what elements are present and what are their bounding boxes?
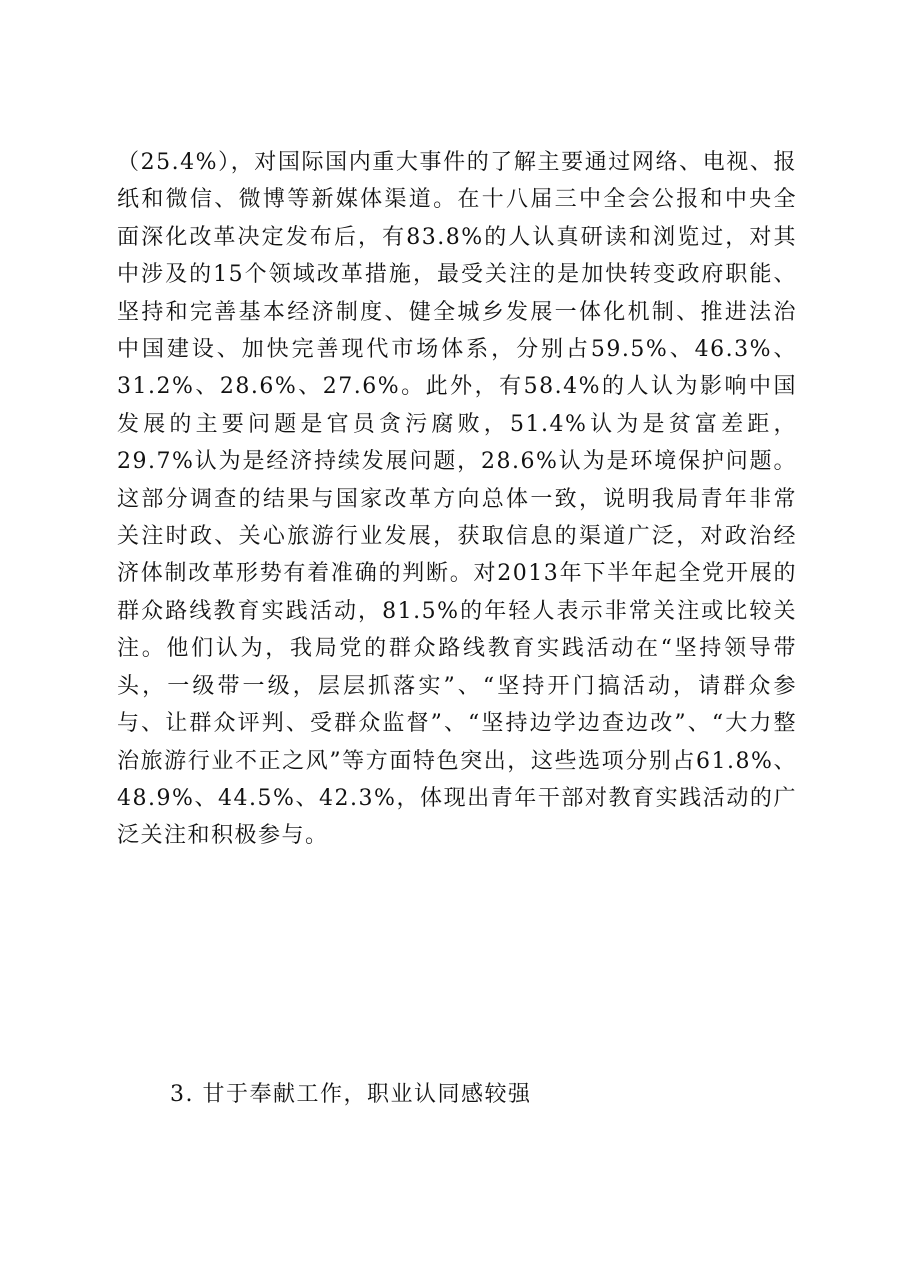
section-heading: 3. 甘于奉献工作，职业认同感较强 [170, 1082, 532, 1107]
body-paragraph: （25.4%），对国际国内重大事件的了解主要通过网络、电视、报纸和微信、微博等新媒体渠道。在十八届三中全会公报和中央全面深化改革决定发布后，有83.8%的人认真研读和浏览过，对其中涉及的15个领域改革措施，最受关注的是加快转变政府职能、坚持和完善基本经济制度、健全城乡发展一体化机制、推进法治中国建设、加快完善现代市场体系，分别占59.5%、46.3%、31.2%、28.6%、27.6%。此外，有58.4%的人认为影响中国发展的主要问题是官员贪污腐败，51.4%认为是贫富差距，29.7%认为是经济持续发展问题，28.6%认为是环境保护问题。这部分调查的结果与国家改革方向总体一致，说明我局青年非常关注时政、关心旅游行业发展，获取信息的渠道广泛，对政治经济体制改革形势有着准确的判断。对2013年下半年起全党开展的群众路线教育实践活动，81.5%的年轻人表示非常关注或比较关注。他们认为，我局党的群众路线教育实践活动在“坚持领导带头，一级带一级，层层抓落实”、“坚持开门搞活动，请群众参与、让群众评判、受群众监督”、“坚持边学边查边改”、“大力整治旅游行业不正之风”等方面特色突出，这些选项分别占61.8%、48.9%、44.5%、42.3%，体现出青年干部对教育实践活动的广泛关注和积极参与。 [117, 150, 797, 849]
